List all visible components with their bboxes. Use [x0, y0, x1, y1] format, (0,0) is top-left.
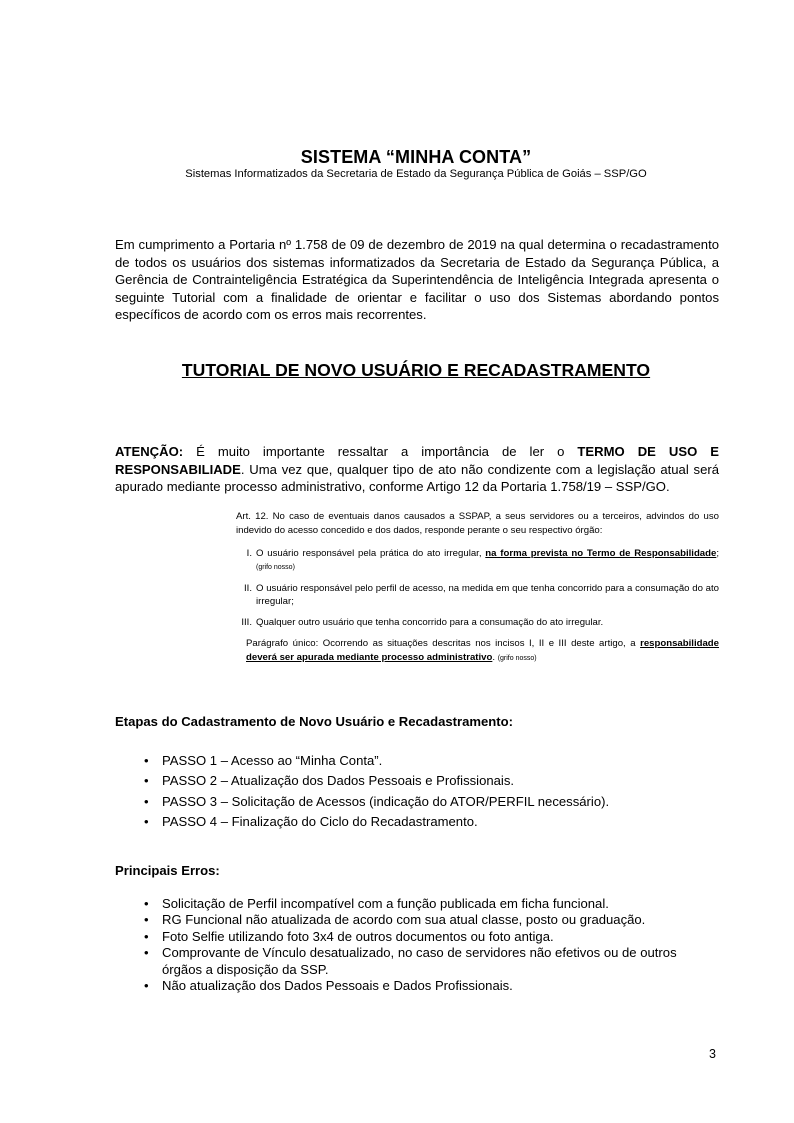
tutorial-title: TUTORIAL DE NOVO USUÁRIO E RECADASTRAMENTO [181, 360, 651, 380]
law-item-emphasis: na forma prevista no Termo de Responsabilidade [485, 548, 717, 559]
intro-paragraph: Em cumprimento a Portaria nº 1.758 de 09 de dezembro de 2019 na qual determina o recadastramento de todos os usuários dos sistemas informatizados da Secretaria de Estado da Segurança Pública, a Gerência de Contrainteligência Estratégica da Superintendência de Inteligência Integrada apresenta o seguinte Tutorial com a finalidade de orientar e facilitar o uso dos Sistemas abordando pontos específicos de acordo com os erros mais recorrentes. [115, 237, 719, 323]
law-article: Art. 12. No caso de eventuais danos causados a SSPAP, a seus servidores ou a terceiros, advindos do uso indevido do acesso concedido e dos dados, responde perante o seu respectivo órgão: [236, 511, 719, 536]
bullet-icon: • [144, 945, 149, 961]
list-item [115, 896, 719, 912]
errors-heading: Principais Erros: [115, 863, 220, 878]
errors-list [115, 896, 719, 994]
step-text: PASSO 4 – Finalização do Ciclo do Recadastramento. [162, 813, 478, 829]
law-item-after: ; [716, 548, 720, 559]
bullet-icon: • [144, 928, 149, 944]
list-item [115, 978, 719, 994]
step-text: PASSO 3 – Solicitação de Acessos (indicação do ATOR/PERFIL necessário). [162, 793, 610, 809]
list-item [115, 929, 719, 945]
bullet-icon: • [144, 773, 149, 789]
document-subtitle: Sistemas Informatizados da Secretaria de Estado da Segurança Pública de Goiás – SSP/GO [185, 168, 647, 180]
grifo-note: (grifo nosso) [497, 655, 537, 662]
law-paragraph-emphasis: responsabilidade deverá ser apurada mediante processo administrativo [246, 638, 719, 663]
steps-heading: Etapas do Cadastramento de Novo Usuário e Recadastramento: [115, 714, 514, 729]
list-item [115, 792, 719, 812]
attention-paragraph [115, 443, 719, 496]
law-paragraph [246, 637, 719, 666]
attention-text-2: . Uma vez que, qualquer tipo de ato não condizente com a legislação atual será apurado mediante processo administrativo, conforme Artigo 12 da Portaria 1.758/19 – SSP/GO. [115, 461, 719, 495]
attention-term: TERMO DE USO E RESPONSABILIADE [115, 444, 720, 477]
law-item [236, 616, 719, 629]
list-item [115, 945, 719, 978]
bullet-icon: • [144, 793, 149, 809]
law-item-number: I. [246, 548, 252, 559]
error-text: Não atualização dos Dados Pessoais e Dados Profissionais. [162, 978, 513, 994]
law-item-number: III. [241, 617, 252, 628]
bullet-icon: • [144, 978, 149, 994]
law-item [236, 582, 719, 608]
law-item [236, 547, 719, 574]
bullet-icon: • [144, 753, 149, 768]
steps-list [115, 751, 719, 832]
grifo-note: (grifo nosso) [256, 564, 295, 571]
error-text: RG Funcional não atualizada de acordo com sua atual classe, posto ou graduação. [162, 912, 646, 928]
attention-text-1: É muito importante ressaltar a importância de ler o [183, 444, 578, 459]
law-item-number: II. [244, 583, 252, 594]
step-text: PASSO 2 – Atualização dos Dados Pessoais e Profissionais. [162, 773, 515, 789]
page-number: 3 [709, 1047, 716, 1061]
law-items [236, 547, 719, 629]
list-item [115, 771, 719, 791]
bullet-icon: • [144, 912, 149, 928]
error-text: Foto Selfie utilizando foto 3x4 de outros documentos ou foto antiga. [162, 928, 554, 944]
law-item-text: O usuário responsável pelo perfil de acesso, na medida em que tenha concorrido para a consumação do ato irregular; [256, 583, 719, 607]
list-item [115, 751, 719, 771]
list-item [115, 912, 719, 928]
list-item [115, 812, 719, 832]
attention-label: ATENÇÃO: [115, 444, 184, 459]
document-title: SISTEMA “MINHA CONTA” [300, 147, 532, 167]
law-paragraph-text: Parágrafo único: Ocorrendo as situações descritas nos incisos I, II e III deste artigo, a [246, 638, 641, 649]
law-paragraph-after: . [492, 652, 498, 663]
law-excerpt [236, 510, 719, 666]
bullet-icon: • [144, 896, 149, 911]
law-item-text: Qualquer outro usuário que tenha concorrido para a consumação do ato irregular. [256, 617, 604, 628]
error-text: Solicitação de Perfil incompatível com a função publicada em ficha funcional. [162, 896, 609, 911]
law-item-text: O usuário responsável pela prática do ato irregular, [256, 548, 486, 559]
error-text: Comprovante de Vínculo desatualizado, no caso de servidores não efetivos ou de outros órgãos a disposição da SSP. [162, 945, 677, 977]
bullet-icon: • [144, 813, 149, 829]
step-text: PASSO 1 – Acesso ao “Minha Conta”. [162, 753, 383, 768]
